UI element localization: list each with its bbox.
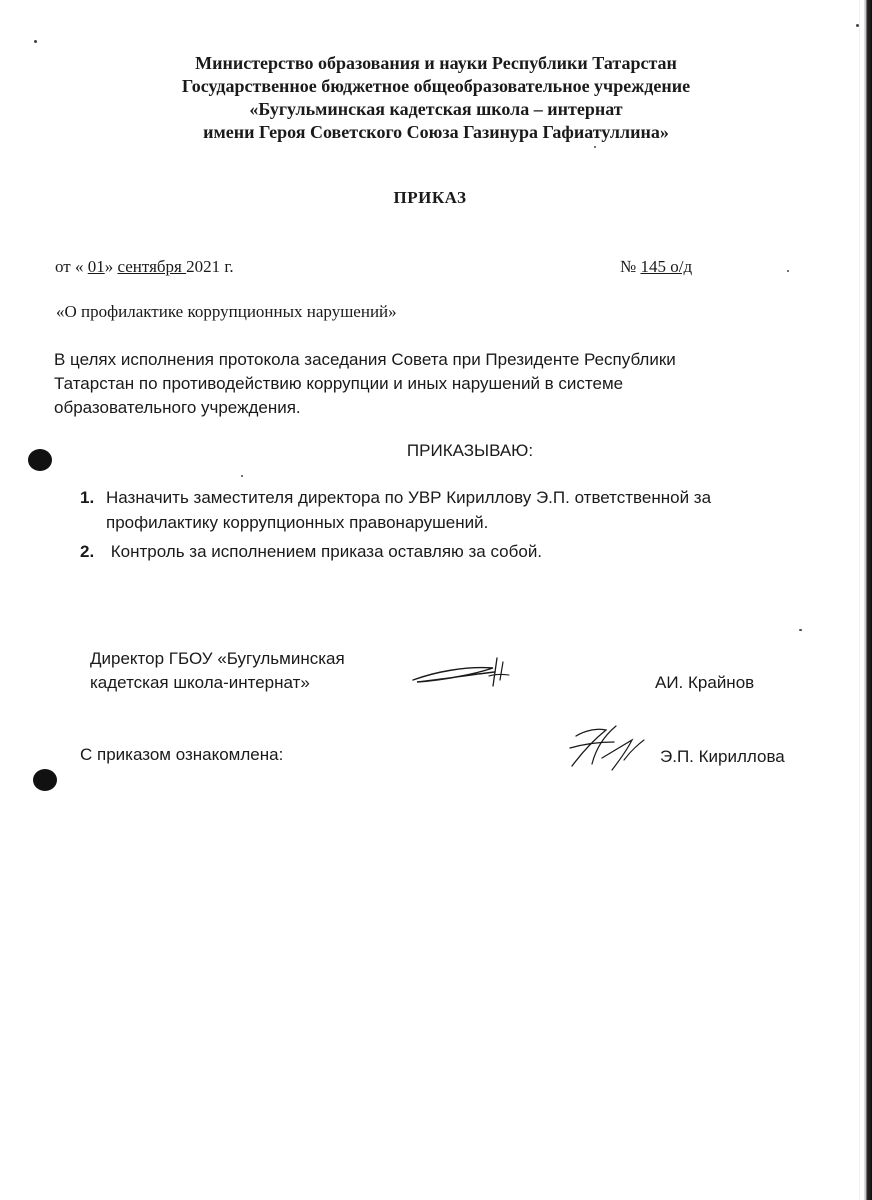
order-date-mid: » (104, 257, 118, 276)
order-date-month: сентября (117, 257, 187, 276)
director-name: АИ. Крайнов (655, 673, 755, 692)
order-number-prefix: № (620, 257, 641, 276)
scan-edge-shadow (864, 0, 872, 1200)
order-date-year: 2021 г. (186, 257, 234, 276)
director-title (90, 647, 345, 695)
organization-header (0, 52, 872, 144)
scan-speck (787, 270, 789, 272)
scan-speck (594, 146, 596, 148)
director-title-line: кадетская школа-интернат» (90, 673, 310, 692)
list-item-line: профилактику коррупционных правонарушений. (106, 513, 489, 532)
acknowledgement-name: Э.П. Кириллова (660, 747, 785, 766)
list-item-line: Назначить заместителя директора по УВР Кириллову Э.П. ответственной за (106, 488, 712, 507)
list-item (80, 539, 711, 564)
header-line: «Бугульминская кадетская школа – интернат (249, 99, 623, 119)
list-item (80, 485, 711, 535)
scan-speck (34, 40, 37, 43)
preamble-line: образовательного учреждения. (54, 398, 301, 417)
order-date-prefix: от « (55, 257, 88, 276)
punch-hole-icon (33, 769, 57, 791)
scan-speck (241, 475, 243, 477)
order-date (55, 257, 234, 277)
order-subject: «О профилактике коррупционных нарушений» (56, 302, 397, 321)
list-item-number: 2. (80, 542, 95, 561)
order-keyword: ПРИКАЗЫВАЮ: (406, 441, 534, 460)
preamble-line: В целях исполнения протокола заседания Совета при Президенте Республики (54, 350, 676, 369)
header-line: Государственное бюджетное общеобразовательное учреждение (181, 76, 691, 96)
order-number-value: 145 о/д (640, 257, 693, 276)
scan-speck (799, 629, 802, 631)
list-item-number: 1. (80, 488, 95, 507)
acknowledgement-label: С приказом ознакомлена: (80, 745, 284, 764)
order-date-day: 01 (87, 257, 105, 276)
director-title-line: Директор ГБОУ «Бугульминская (90, 649, 345, 668)
header-line: имени Героя Советского Союза Газинура Гафиатуллина» (203, 122, 669, 142)
list-item-line: Контроль за исполнением приказа оставляю за собой. (106, 542, 543, 561)
scan-edge-highlight (859, 0, 860, 1200)
preamble-paragraph (54, 348, 676, 420)
preamble-line: Татарстан по противодействию коррупции и иных нарушений в системе (54, 374, 624, 393)
scan-speck (856, 24, 859, 27)
order-items-list (80, 485, 711, 564)
order-number (620, 257, 692, 277)
document-title: ПРИКАЗ (393, 188, 467, 207)
director-signature-icon (405, 652, 525, 694)
employee-signature-icon (562, 718, 652, 778)
header-line: Министерство образования и науки Республики Татарстан (195, 53, 677, 73)
